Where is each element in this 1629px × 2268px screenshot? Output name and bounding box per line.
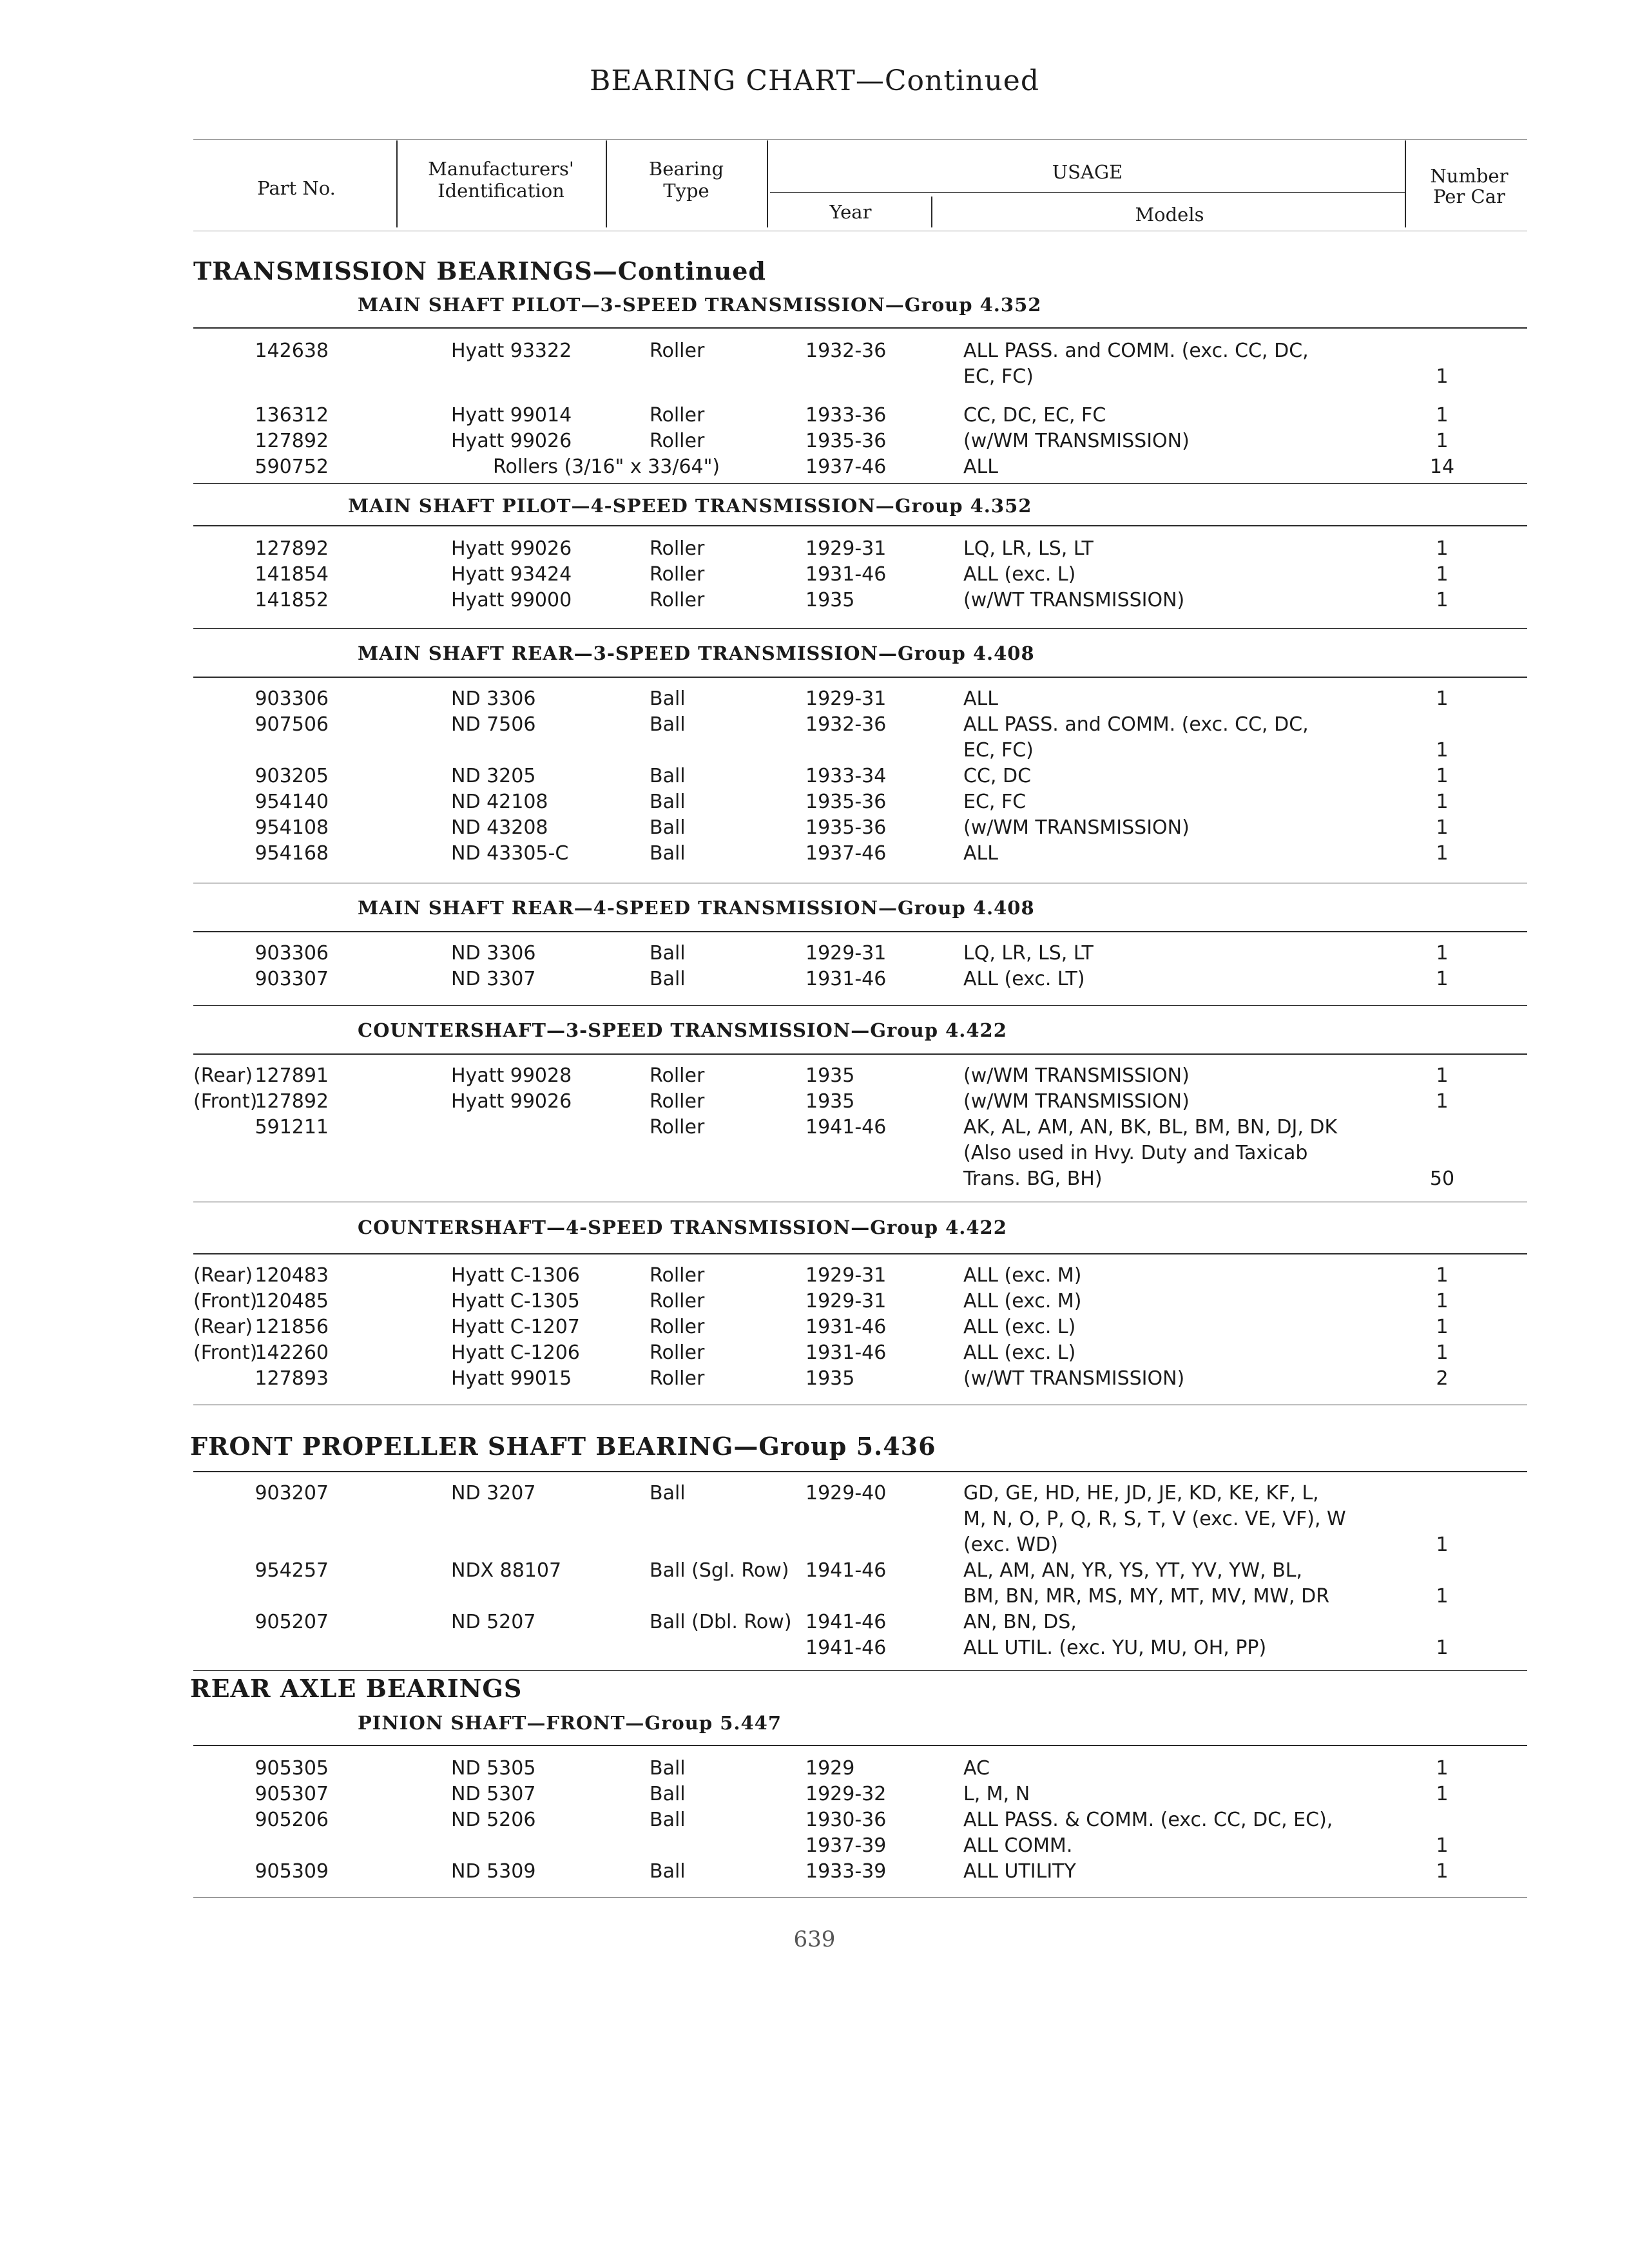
usage-year: 1941-46 <box>805 1611 887 1633</box>
page-title: BEARING CHART—Continued <box>589 64 1040 97</box>
usage-models: AK, AL, AM, AN, BK, BL, BM, BN, DJ, DK (Also used in Hvy. Duty and Taxicab Trans. BG, BH) <box>963 1116 1338 1190</box>
part-number: 142260 <box>255 1341 329 1364</box>
manufacturer-id: ND 7506 <box>451 713 536 736</box>
number-per-car: 2 <box>1436 1367 1449 1390</box>
bearing-type: Roller <box>650 1064 705 1087</box>
usage-models: CC, DC, EC, FC <box>963 404 1106 427</box>
part-number: 905307 <box>255 1783 329 1805</box>
usage-models: ALL (exc. M) <box>963 1264 1082 1287</box>
part-number: 907506 <box>255 713 329 736</box>
number-per-car: 1 <box>1436 1316 1449 1338</box>
bearing-type: Roller <box>650 1316 705 1338</box>
usage-year: 1929-31 <box>805 1290 887 1312</box>
manufacturer-id: ND 5307 <box>451 1783 536 1805</box>
part-number: 142638 <box>255 340 329 362</box>
col-header-type-line2: Type <box>663 180 709 202</box>
number-per-car: 1 <box>1436 563 1449 586</box>
part-number: 954108 <box>255 816 329 839</box>
number-per-car: 50 <box>1429 1168 1455 1190</box>
page-number: 639 <box>793 1927 836 1952</box>
usage-year: 1935-36 <box>805 816 887 839</box>
manufacturer-id: ND 3205 <box>451 765 536 787</box>
section-heading: MAIN SHAFT REAR—3-SPEED TRANSMISSION—Group 4.408 <box>358 642 1035 664</box>
usage-models: AL, AM, AN, YR, YS, YT, YV, YW, BL, BM, BN, MR, MS, MY, MT, MV, MW, DR <box>963 1559 1330 1608</box>
manufacturer-id: Hyatt 99026 <box>451 537 572 560</box>
header-divider <box>396 140 398 227</box>
number-per-car: 1 <box>1436 1783 1449 1805</box>
section-rule <box>193 931 1527 932</box>
part-position-label: (Front) <box>193 1290 258 1312</box>
bearing-type: Ball <box>650 1860 686 1883</box>
number-per-car: 1 <box>1436 537 1449 560</box>
part-number: 903306 <box>255 942 329 965</box>
usage-models: ALL (exc. M) <box>963 1290 1082 1312</box>
bearing-type: Roller <box>650 537 705 560</box>
header-top-rule <box>193 139 1527 140</box>
section-heading: MAIN SHAFT PILOT—3-SPEED TRANSMISSION—Group 4.352 <box>358 294 1042 316</box>
bearing-type: Roller <box>650 589 705 611</box>
usage-models: (w/WM TRANSMISSION) <box>963 1090 1190 1113</box>
bearing-type: Roller <box>650 1341 705 1364</box>
manufacturer-id: ND 43208 <box>451 816 548 839</box>
part-number: 591211 <box>255 1116 329 1139</box>
usage-year: 1933-34 <box>805 765 887 787</box>
number-per-car: 1 <box>1436 765 1449 787</box>
usage-models: EC, FC <box>963 791 1027 813</box>
number-per-car: 1 <box>1436 1834 1449 1857</box>
usage-models: ALL (exc. LT) <box>963 968 1085 990</box>
col-header-part-no: Part No. <box>257 177 336 199</box>
usage-year: 1941-46 <box>805 1637 887 1659</box>
bearing-type: Ball (Dbl. Row) <box>650 1611 792 1633</box>
usage-year: 1941-46 <box>805 1116 887 1139</box>
bearing-type: Ball <box>650 1809 686 1831</box>
usage-models: L, M, N <box>963 1783 1030 1805</box>
usage-year: 1935-36 <box>805 430 887 452</box>
bearing-type: Roller <box>650 1116 705 1139</box>
part-number: 127891 <box>255 1064 329 1087</box>
part-number: 903306 <box>255 687 329 710</box>
usage-year: 1929-31 <box>805 687 887 710</box>
bearing-type: Ball <box>650 1757 686 1780</box>
manufacturer-id: Hyatt 99028 <box>451 1064 572 1087</box>
number-per-car: 1 <box>1436 942 1449 965</box>
section-rule <box>193 1670 1527 1671</box>
manufacturer-id: ND 3306 <box>451 942 536 965</box>
number-per-car: 1 <box>1436 687 1449 710</box>
number-per-car: 1 <box>1436 739 1449 762</box>
usage-year: 1931-46 <box>805 968 887 990</box>
usage-models: AN, BN, DS, <box>963 1611 1077 1633</box>
col-header-usage: USAGE <box>1052 161 1123 183</box>
header-divider <box>606 140 607 227</box>
part-number: 127892 <box>255 537 329 560</box>
number-per-car: 1 <box>1436 1533 1449 1556</box>
bearing-type: Ball <box>650 942 686 965</box>
usage-year: 1935 <box>805 1064 855 1087</box>
bearing-type: Roller <box>650 1290 705 1312</box>
usage-models: (w/WM TRANSMISSION) <box>963 430 1190 452</box>
section-rule <box>193 677 1527 678</box>
number-per-car: 1 <box>1436 1290 1449 1312</box>
section-heading: COUNTERSHAFT—4-SPEED TRANSMISSION—Group 4.422 <box>358 1216 1007 1238</box>
part-number: 120485 <box>255 1290 329 1312</box>
category-heading: REAR AXLE BEARINGS <box>190 1674 523 1703</box>
part-number: 905309 <box>255 1860 329 1883</box>
number-per-car: 1 <box>1436 365 1449 388</box>
bearing-type: Roller <box>650 430 705 452</box>
part-number: 903205 <box>255 765 329 787</box>
usage-models: ALL <box>963 687 998 710</box>
usage-split-rule <box>770 192 1405 193</box>
manufacturer-id: ND 5309 <box>451 1860 536 1883</box>
manufacturer-id: ND 5305 <box>451 1757 536 1780</box>
manufacturer-id: Hyatt 99014 <box>451 404 572 427</box>
header-divider <box>1405 140 1406 227</box>
bearing-type: Ball <box>650 791 686 813</box>
part-number: 136312 <box>255 404 329 427</box>
bearing-type: Ball (Sgl. Row) <box>650 1559 789 1582</box>
bearing-type: Ball <box>650 687 686 710</box>
number-per-car: 1 <box>1436 842 1449 865</box>
number-per-car: 14 <box>1429 456 1455 478</box>
manufacturer-id: Hyatt 99026 <box>451 1090 572 1113</box>
manufacturer-id: Hyatt 99026 <box>451 430 572 452</box>
section-heading: MAIN SHAFT PILOT—4-SPEED TRANSMISSION—Group 4.352 <box>348 495 1032 517</box>
col-header-mfr-line1: Manufacturers' <box>428 158 574 180</box>
usage-year: 1932-36 <box>805 340 887 362</box>
section-rule <box>193 1253 1527 1254</box>
manufacturer-id: ND 43305-C <box>451 842 569 865</box>
part-number: 121856 <box>255 1316 329 1338</box>
usage-models: ALL PASS. and COMM. (exc. CC, DC, EC, FC) <box>963 340 1309 388</box>
number-per-car: 1 <box>1436 589 1449 611</box>
usage-models: ALL PASS. and COMM. (exc. CC, DC, EC, FC) <box>963 713 1309 762</box>
part-number: 905206 <box>255 1809 329 1831</box>
part-position-label: (Rear) <box>193 1316 253 1338</box>
manufacturer-id: ND 5207 <box>451 1611 536 1633</box>
usage-year: 1937-46 <box>805 842 887 865</box>
bearing-type: Ball <box>650 713 686 736</box>
col-header-number-line1: Number <box>1430 165 1509 187</box>
category-heading: FRONT PROPELLER SHAFT BEARING—Group 5.436 <box>190 1432 936 1461</box>
usage-models: ALL UTIL. (exc. YU, MU, OH, PP) <box>963 1637 1267 1659</box>
manufacturer-id: ND 42108 <box>451 791 548 813</box>
number-per-car: 1 <box>1436 816 1449 839</box>
section-rule <box>193 1053 1527 1055</box>
number-per-car: 1 <box>1436 1757 1449 1780</box>
usage-models: ALL UTILITY <box>963 1860 1076 1883</box>
usage-models: (w/WT TRANSMISSION) <box>963 589 1185 611</box>
bearing-type: Roller <box>650 1264 705 1287</box>
number-per-car: 1 <box>1436 1341 1449 1364</box>
usage-models: (w/WM TRANSMISSION) <box>963 816 1190 839</box>
header-divider <box>931 197 932 227</box>
bearing-type: Ball <box>650 1783 686 1805</box>
section-rule <box>193 1745 1527 1746</box>
manufacturer-id: ND 3307 <box>451 968 536 990</box>
usage-year: 1931-46 <box>805 1316 887 1338</box>
usage-models: ALL (exc. L) <box>963 1316 1076 1338</box>
bearing-type: Roller <box>650 563 705 586</box>
usage-year: 1935 <box>805 1090 855 1113</box>
manufacturer-id: Hyatt C-1306 <box>451 1264 580 1287</box>
manufacturer-id: Hyatt 99015 <box>451 1367 572 1390</box>
col-header-number-line2: Per Car <box>1433 186 1505 207</box>
part-number: 590752 <box>255 456 329 478</box>
usage-year: 1935 <box>805 1367 855 1390</box>
number-per-car: 1 <box>1436 791 1449 813</box>
part-number: 127892 <box>255 1090 329 1113</box>
manufacturer-id: Hyatt 99000 <box>451 589 572 611</box>
usage-models: ALL COMM. <box>963 1834 1073 1857</box>
number-per-car: 1 <box>1436 1064 1449 1087</box>
usage-year: 1932-36 <box>805 713 887 736</box>
usage-year: 1930-36 <box>805 1809 887 1831</box>
part-number: 141852 <box>255 589 329 611</box>
col-header-year: Year <box>829 201 872 223</box>
section-heading: PINION SHAFT—FRONT—Group 5.447 <box>358 1712 782 1734</box>
section-rule <box>193 483 1527 484</box>
usage-models: LQ, LR, LS, LT <box>963 942 1094 965</box>
part-number: 905305 <box>255 1757 329 1780</box>
header-divider <box>767 140 768 227</box>
manufacturer-id: ND 5206 <box>451 1809 536 1831</box>
section-rule <box>193 628 1527 629</box>
number-per-car: 1 <box>1436 1585 1449 1608</box>
bearing-type: Ball <box>650 1482 686 1504</box>
col-header-type-line1: Bearing <box>648 158 724 180</box>
section-rule <box>193 1005 1527 1006</box>
bearing-type: Roller <box>650 404 705 427</box>
number-per-car: 1 <box>1436 1090 1449 1113</box>
usage-models: AC <box>963 1757 990 1780</box>
usage-models: (w/WM TRANSMISSION) <box>963 1064 1190 1087</box>
category-heading: TRANSMISSION BEARINGS—Continued <box>193 256 767 285</box>
usage-models: ALL (exc. L) <box>963 1341 1076 1364</box>
usage-year: 1929-31 <box>805 537 887 560</box>
manufacturer-id: ND 3306 <box>451 687 536 710</box>
part-number: 954168 <box>255 842 329 865</box>
bearing-type: Roller <box>650 1367 705 1390</box>
usage-year: 1933-36 <box>805 404 887 427</box>
col-header-models: Models <box>1135 204 1204 226</box>
usage-year: 1929-32 <box>805 1783 887 1805</box>
part-number: 127892 <box>255 430 329 452</box>
usage-year: 1937-46 <box>805 456 887 478</box>
number-per-car: 1 <box>1436 404 1449 427</box>
usage-models: (w/WT TRANSMISSION) <box>963 1367 1185 1390</box>
bearing-type: Ball <box>650 968 686 990</box>
bearing-type: Roller <box>650 1090 705 1113</box>
bearing-type: Ball <box>650 842 686 865</box>
usage-models: ALL <box>963 456 998 478</box>
manufacturer-id: NDX 88107 <box>451 1559 562 1582</box>
usage-models: CC, DC <box>963 765 1032 787</box>
usage-year: 1937-39 <box>805 1834 887 1857</box>
part-position-label: (Rear) <box>193 1064 253 1087</box>
part-position-label: (Front) <box>193 1090 258 1113</box>
part-position-label: (Front) <box>193 1341 258 1364</box>
number-per-car: 1 <box>1436 1637 1449 1659</box>
usage-year: 1935 <box>805 589 855 611</box>
manufacturer-id: Hyatt C-1305 <box>451 1290 580 1312</box>
usage-year: 1935-36 <box>805 791 887 813</box>
usage-models: GD, GE, HD, HE, JD, JE, KD, KE, KF, L, M, N, O, P, Q, R, S, T, V (exc. VE, VF), W (exc. WD) <box>963 1482 1346 1556</box>
number-per-car: 1 <box>1436 1860 1449 1883</box>
bearing-type: Ball <box>650 765 686 787</box>
col-header-mfr-line2: Identification <box>438 180 564 202</box>
number-per-car: 1 <box>1436 968 1449 990</box>
usage-year: 1931-46 <box>805 1341 887 1364</box>
bearing-type: Ball <box>650 816 686 839</box>
part-position-label: (Rear) <box>193 1264 253 1287</box>
manufacturer-id: Hyatt 93322 <box>451 340 572 362</box>
usage-models: ALL PASS. & COMM. (exc. CC, DC, EC), <box>963 1809 1333 1831</box>
usage-models: ALL (exc. L) <box>963 563 1076 586</box>
section-heading: COUNTERSHAFT—3-SPEED TRANSMISSION—Group 4.422 <box>358 1019 1007 1041</box>
bearing-type: Roller <box>650 340 705 362</box>
usage-models: ALL <box>963 842 998 865</box>
part-number: 127893 <box>255 1367 329 1390</box>
usage-year: 1931-46 <box>805 563 887 586</box>
section-rule <box>193 1471 1527 1472</box>
usage-year: 1941-46 <box>805 1559 887 1582</box>
manufacturer-id: Hyatt 93424 <box>451 563 572 586</box>
number-per-car: 1 <box>1436 1264 1449 1287</box>
usage-models: LQ, LR, LS, LT <box>963 537 1094 560</box>
usage-year: 1929-31 <box>805 942 887 965</box>
part-number: 954257 <box>255 1559 329 1582</box>
manufacturer-id: Rollers (3/16" x 33/64") <box>493 456 720 478</box>
usage-year: 1929-40 <box>805 1482 887 1504</box>
usage-year: 1929 <box>805 1757 855 1780</box>
usage-year: 1929-31 <box>805 1264 887 1287</box>
part-number: 903307 <box>255 968 329 990</box>
part-number: 141854 <box>255 563 329 586</box>
usage-year: 1933-39 <box>805 1860 887 1883</box>
manufacturer-id: ND 3207 <box>451 1482 536 1504</box>
manufacturer-id: Hyatt C-1207 <box>451 1316 580 1338</box>
section-rule <box>193 327 1527 329</box>
section-rule <box>193 525 1527 526</box>
part-number: 954140 <box>255 791 329 813</box>
part-number: 905207 <box>255 1611 329 1633</box>
section-heading: MAIN SHAFT REAR—4-SPEED TRANSMISSION—Group 4.408 <box>358 897 1035 919</box>
manufacturer-id: Hyatt C-1206 <box>451 1341 580 1364</box>
part-number: 120483 <box>255 1264 329 1287</box>
part-number: 903207 <box>255 1482 329 1504</box>
number-per-car: 1 <box>1436 430 1449 452</box>
